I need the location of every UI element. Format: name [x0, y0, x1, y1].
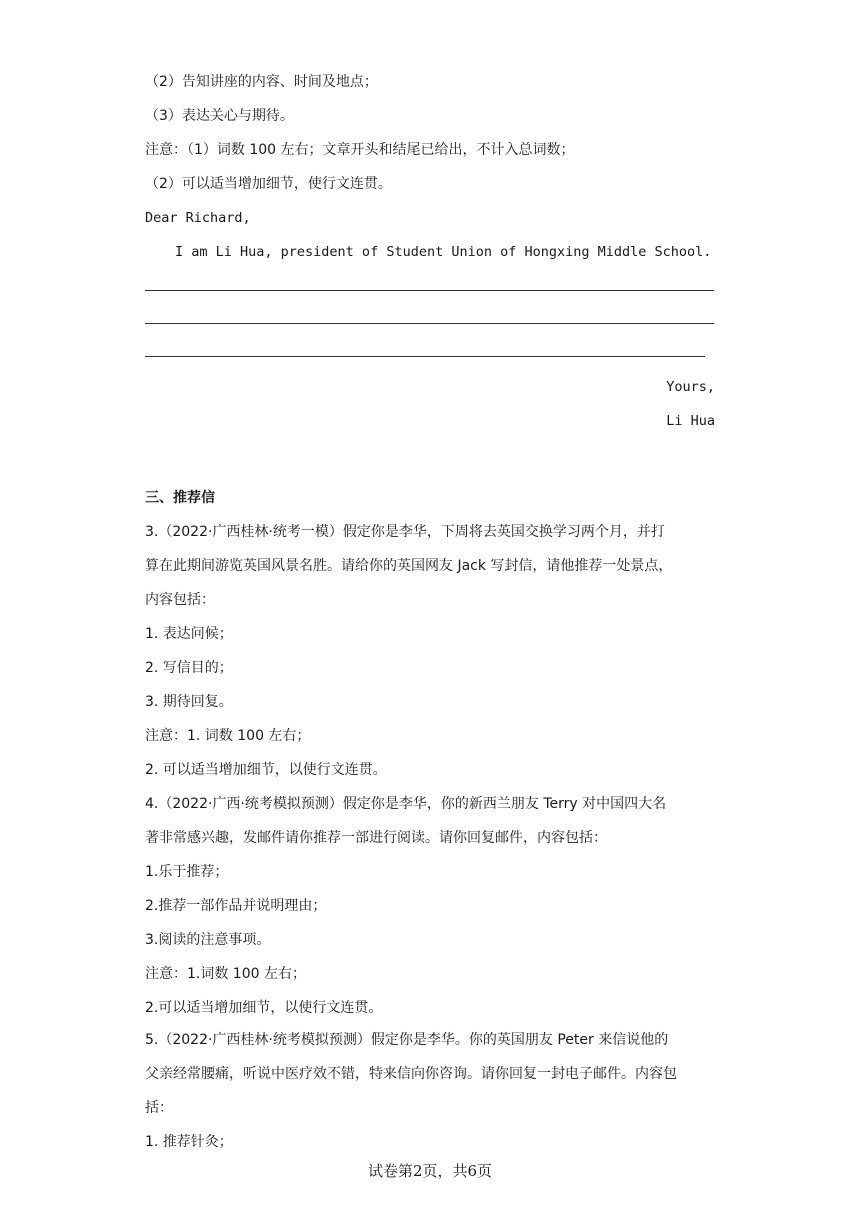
q3-item-2: 2. 写信目的；: [145, 660, 233, 676]
q4-line-2: 著非常感兴趣，发邮件请你推荐一部进行阅读。请你回复邮件，内容包括：: [145, 830, 607, 846]
q5-item-1: 1. 推荐针灸；: [145, 1134, 233, 1150]
q5-line-3: 括：: [145, 1100, 173, 1116]
attention-1: 注意：（1）词数 100 左右；文章开头和结尾已给出，不计入总词数；: [145, 142, 575, 158]
q4-item-2: 2.推荐一部作品并说明理由；: [145, 898, 327, 914]
answer-line-2: [145, 323, 714, 324]
q3-attention-1: 注意：1. 词数 100 左右；: [145, 728, 311, 744]
section-heading: 三、推荐信: [145, 490, 215, 506]
q4-line-1: 4.（2022·广西·统考模拟预测）假定你是李华，你的新西兰朋友 Terry 对中国四大名: [145, 796, 667, 812]
letter-signature: Li Hua: [666, 413, 715, 429]
q4-item-3: 3.阅读的注意事项。: [145, 932, 271, 948]
letter-closing: Yours,: [666, 379, 715, 395]
letter-salutation: Dear Richard,: [145, 210, 251, 226]
page-footer: 试卷第2页，共6页: [367, 1162, 493, 1180]
q5-line-1: 5.（2022·广西桂林·统考模拟预测）假定你是李华。你的英国朋友 Peter 来信说他的: [145, 1032, 669, 1048]
task-item-2: （2）告知讲座的内容、时间及地点；: [145, 74, 378, 90]
q3-line-2: 算在此期间游览英国风景名胜。请给你的英国网友 Jack 写封信，请他推荐一处景点，: [145, 558, 673, 574]
q4-attention-1: 注意：1.词数 100 左右；: [145, 966, 306, 982]
q4-item-1: 1.乐于推荐；: [145, 864, 229, 880]
q5-line-2: 父亲经常腰痛，听说中医疗效不错，特来信向你咨询。请你回复一封电子邮件。内容包: [145, 1066, 677, 1082]
answer-line-1: [145, 290, 714, 291]
letter-opening: I am Li Hua, president of Student Union of Hongxing Middle School.: [175, 244, 712, 260]
q3-attention-2: 2. 可以适当增加细节，以使行文连贯。: [145, 762, 387, 778]
q3-item-1: 1. 表达问候；: [145, 626, 233, 642]
q3-line-3: 内容包括：: [145, 592, 215, 608]
q4-attention-2: 2.可以适当增加细节，以使行文连贯。: [145, 1000, 383, 1016]
q3-item-3: 3. 期待回复。: [145, 694, 233, 710]
task-item-3: （3）表达关心与期待。: [145, 108, 294, 124]
attention-2: （2）可以适当增加细节，使行文连贯。: [145, 176, 392, 192]
answer-line-3: [145, 356, 705, 357]
q3-line-1: 3.（2022·广西桂林·统考一模）假定你是李华，下周将去英国交换学习两个月，并打: [145, 524, 665, 540]
